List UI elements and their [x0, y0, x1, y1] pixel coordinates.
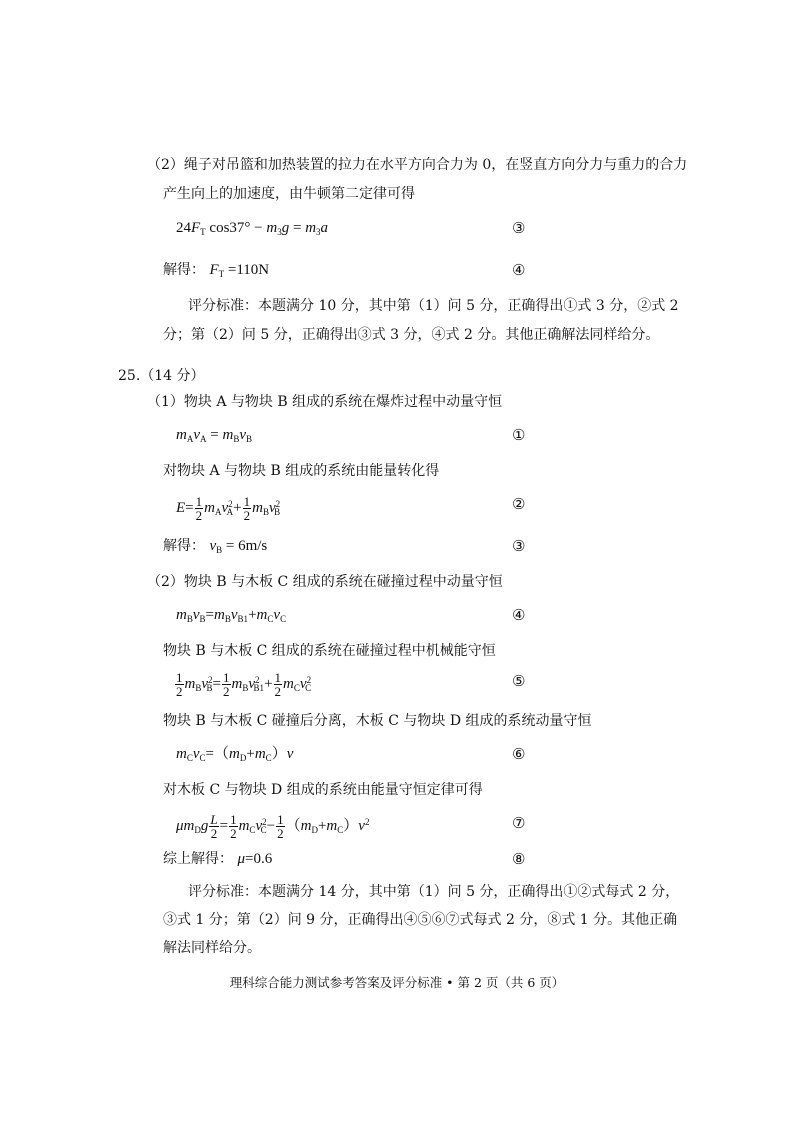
formula-energy-cd: $\mu m_Dg$ $\frac{L}{2}$ = $\frac{1}{2}$ $m_Cv^2_C-$ $\frac{1}{2}$ $(m_D+m_C)v^2$ [176, 812, 370, 842]
text-line: 对物块 A 与物块 B 组成的系统由能量转化得 [163, 463, 440, 479]
page-footer: 理科综合能力测试参考答案及评分标准 • 第 2 页（共 6 页） [229, 975, 565, 990]
equation-tag: ① [512, 426, 526, 444]
formula-momentum-ab: $m_Av_A = m_Bv_B$ [176, 427, 253, 444]
text-line: 物块 B 与木板 C 碰撞后分离，木板 C 与物块 D 组成的系统动量守恒 [163, 713, 592, 729]
formula-newton-second-law: $24F_T$ $\cos 37^\circ - m_3g = m_3a$ [176, 220, 329, 237]
equation-tag: ⑧ [512, 850, 526, 868]
text-line: （1）物块 A 与物块 B 组成的系统在爆炸过程中动量守恒 [147, 394, 503, 410]
equation-tag: ⑦ [512, 814, 526, 832]
text-line: 产生向上的加速度，由牛顿第二定律可得 [163, 186, 415, 202]
text-line: 物块 B 与木板 C 组成的系统在碰撞过程中机械能守恒 [163, 643, 496, 659]
formula-mechanical-energy-bc: $\frac{1}{2}$ $m_Bv^2_B=$ $\frac{1}{2}$ $m_Bv^2_{B1}+$ $\frac{1}{2}$ $m_Cv^2_C$ [176, 670, 312, 700]
grading-text: 评分标准：本题满分 14 分，其中第（1）问 5 分，正确得出①②式每式 2 分， [188, 884, 680, 900]
equation-tag: ⑥ [512, 745, 526, 763]
formula-momentum-bc: $m_Bv_B=m_Bv_{B1}+m_Cv_C$ [176, 607, 287, 624]
equation-tag: ② [512, 495, 526, 513]
text-line: 对木板 C 与物块 D 组成的系统由能量守恒定律可得 [163, 782, 483, 798]
formula-momentum-cd: $m_Cv_C=(m_D+m_C)v$ [176, 746, 294, 763]
formula-energy-ab: E= $\frac{1}{2}$ $m_Av^2_A+$ $\frac{1}{2}$ $m_Bv^2_B$ [176, 494, 281, 524]
text-line: （2）绳子对吊篮和加热装置的拉力在水平方向合力为 0，在竖直方向分力与重力的合力 [147, 157, 688, 173]
equation-tag: ④ [512, 261, 526, 279]
solution-line: 解得： $F_T =110N$ [163, 262, 270, 279]
grading-text: 分；第（2）问 5 分，正确得出③式 3 分，④式 2 分。其他正确解法同样给分。 [163, 327, 660, 343]
grading-text: 解法同样给分。 [163, 940, 261, 956]
equation-tag: ④ [512, 606, 526, 624]
solution-line: 解得： $v_B = 6m/s$ [163, 538, 268, 555]
text-line: （2）物块 B 与木板 C 组成的系统在碰撞过程中动量守恒 [147, 574, 503, 590]
grading-text: 评分标准：本题满分 10 分，其中第（1）问 5 分，正确得出①式 3 分，②式 2 [188, 298, 679, 314]
equation-tag: ③ [512, 537, 526, 555]
equation-tag: ③ [512, 219, 526, 237]
equation-tag: ⑤ [512, 672, 526, 690]
solution-line: 综上解得： μ=0.6 [163, 851, 273, 867]
grading-text: ③式 1 分；第（2）问 9 分，正确得出④⑤⑥⑦式每式 2 分，⑧式 1 分。其他正确 [163, 912, 678, 928]
question-header: 25.（14 分） [118, 368, 205, 384]
